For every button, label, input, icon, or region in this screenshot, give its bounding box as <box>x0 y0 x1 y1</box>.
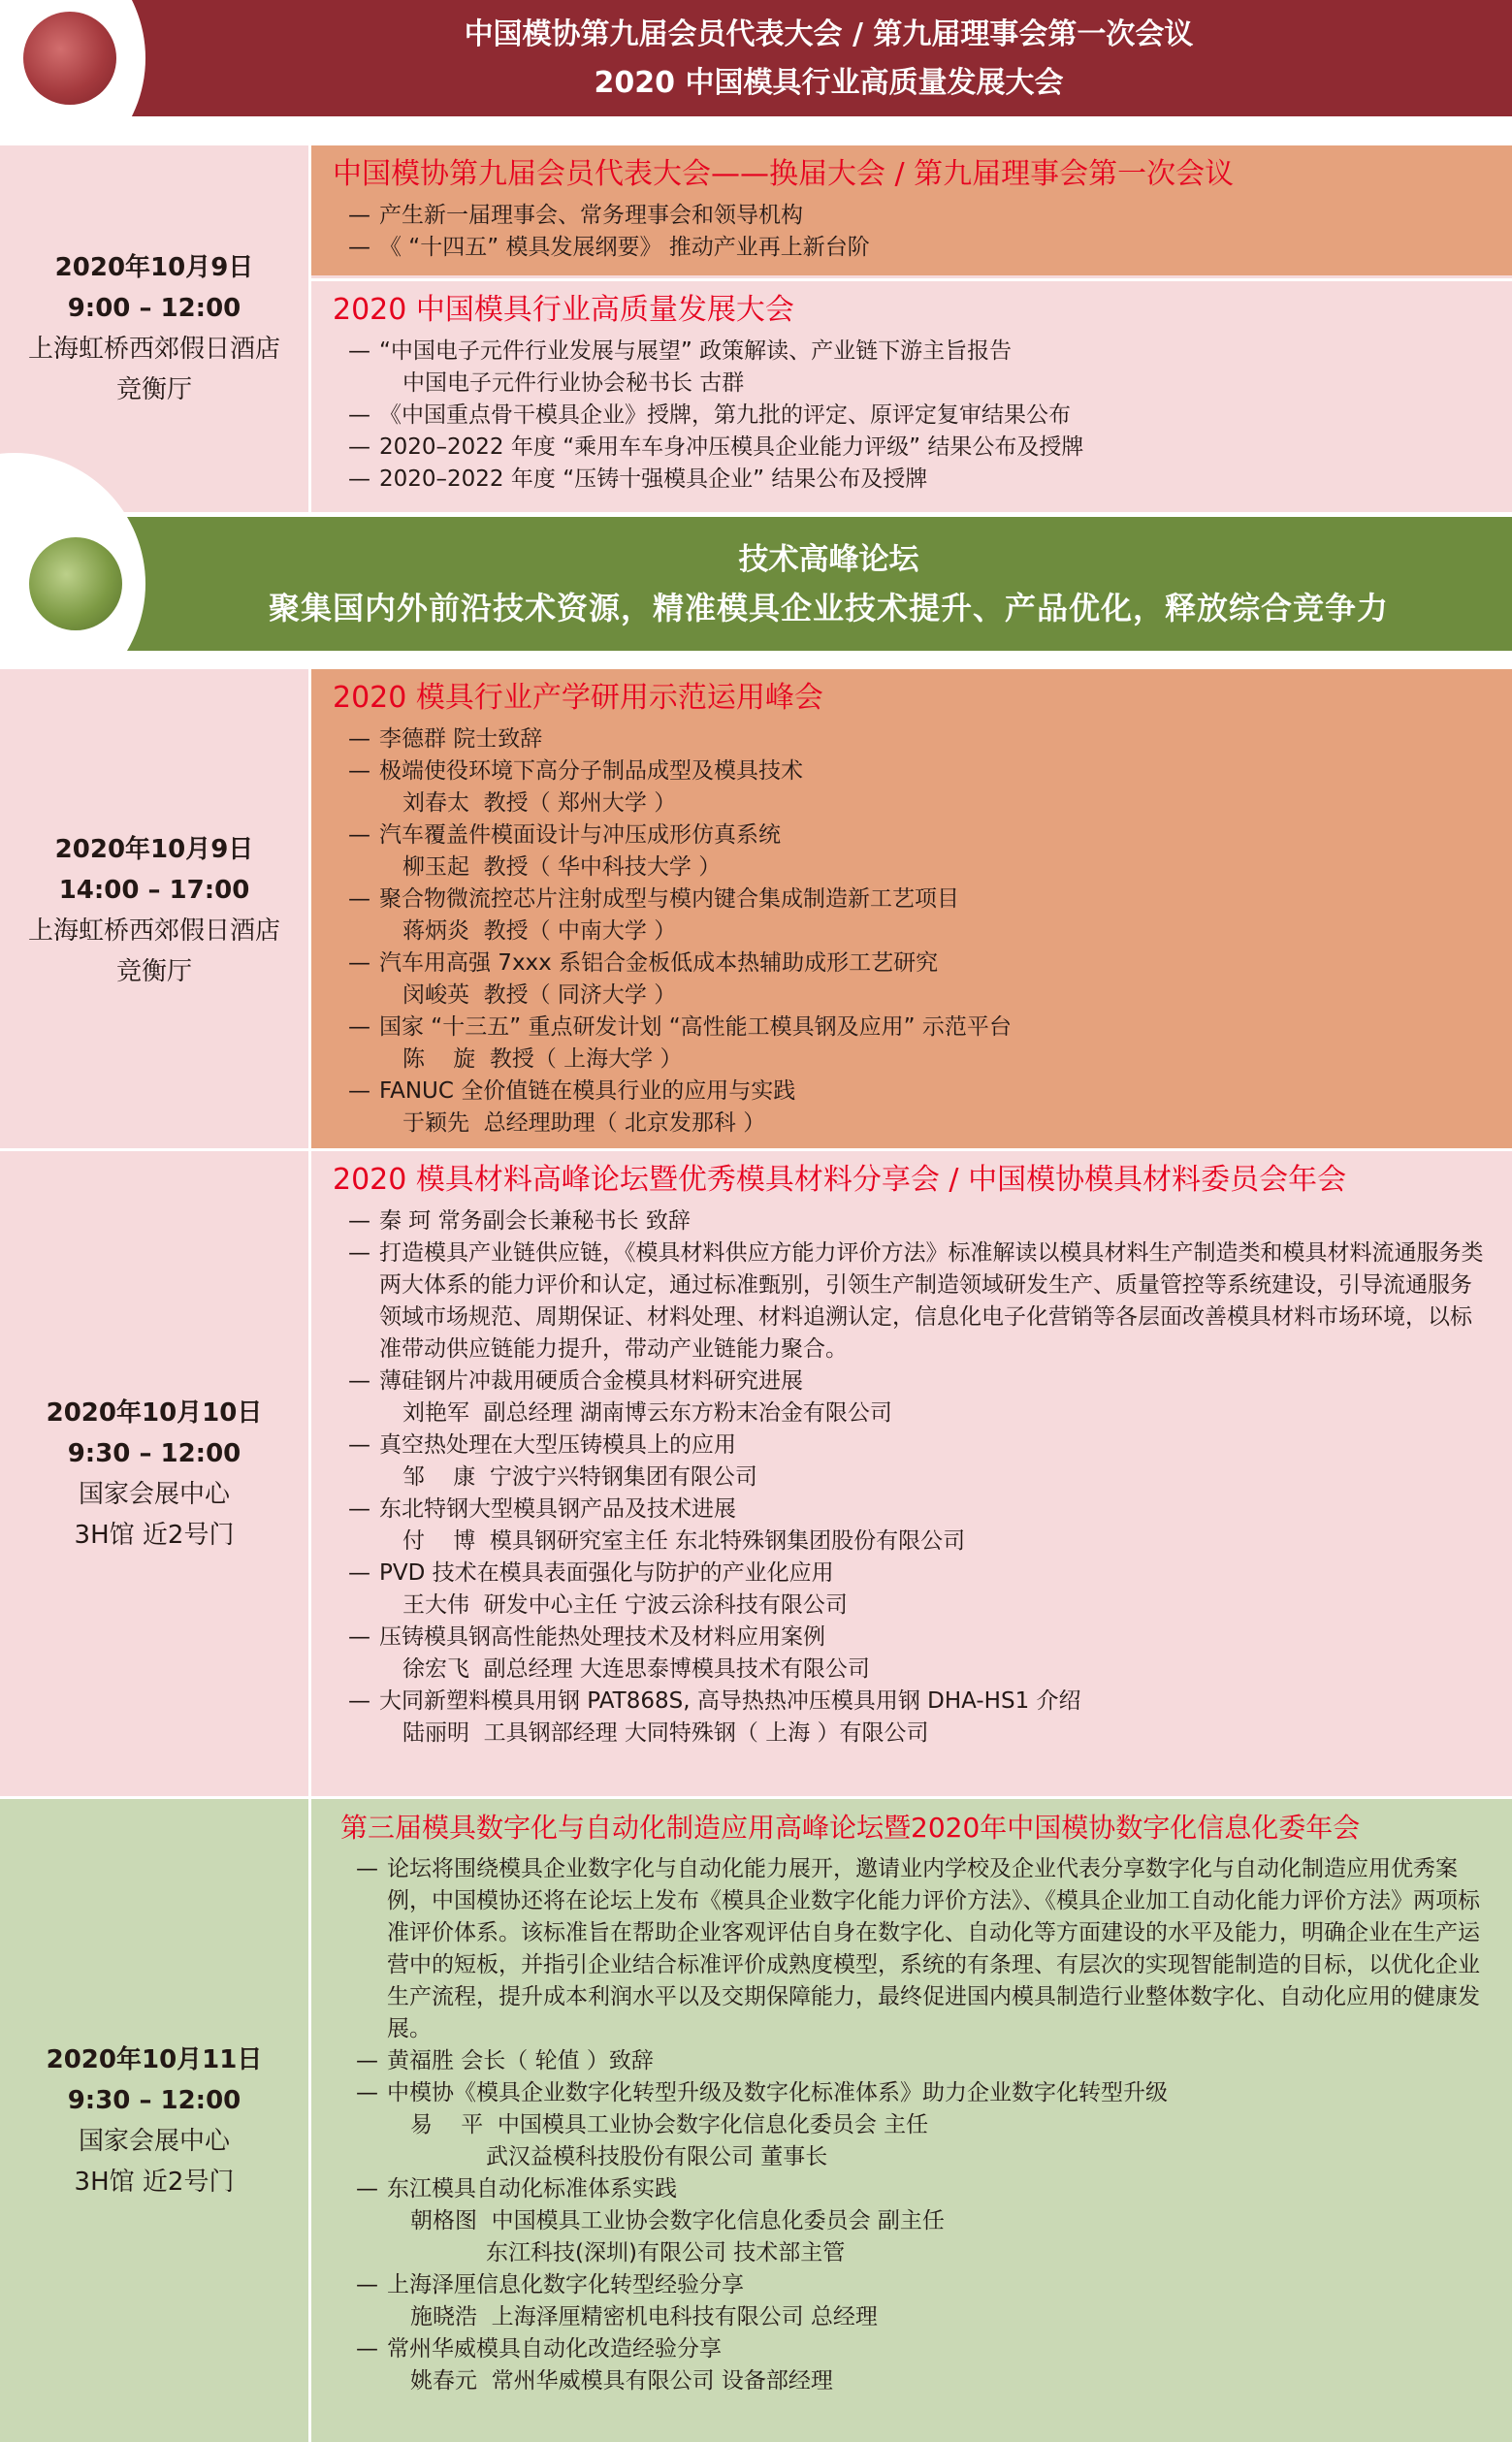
schedule-cell <box>0 1799 311 2442</box>
agenda-title: 中国模协第九届会员代表大会——换届大会 / 第九届理事会第一次会议 <box>333 157 1235 191</box>
session-venue: 上海虹桥西郊假日酒店 <box>27 916 280 946</box>
agenda-item: — 汽车覆盖件模面设计与冲压成形仿真系统 <box>348 822 781 848</box>
agenda-item: — 秦 珂 常务副会长兼秘书长 致辞 <box>348 1208 691 1234</box>
session-time: 9:30 – 12:00 <box>67 2085 241 2115</box>
agenda-speaker: 中国电子元件行业协会秘书长 古群 <box>402 370 745 396</box>
agenda-item: — 极端使役环境下高分子制品成型及模具技术 <box>348 758 803 784</box>
schedule-cell <box>0 1151 311 1796</box>
agenda-item: — 产生新一届理事会、常务理事会和领导机构 <box>348 203 803 228</box>
agenda-item: — 东北特钢大型模具钢产品及技术进展 <box>348 1496 736 1522</box>
agenda-item: — 压铸模具钢高性能热处理技术及材料应用案例 <box>348 1624 825 1650</box>
agenda-item: — 常州华威模具自动化改造经验分享 <box>356 2336 722 2362</box>
agenda-title: 2020 模具材料高峰论坛暨优秀模具材料分享会 / 中国模协模具材料委员会年会 <box>333 1163 1347 1197</box>
section-congress <box>0 143 1512 512</box>
session-date: 2020年10月9日 <box>54 253 254 282</box>
session-date: 2020年10月10日 <box>46 1398 263 1428</box>
header-banner-congress <box>0 0 1512 116</box>
banner-title-line1: 中国模协第九届会员代表大会 / 第九届理事会第一次会议 <box>464 17 1194 51</box>
agenda-speaker: 陆丽明 工具钢部经理 大同特殊钢（ 上海 ）有限公司 <box>402 1720 929 1746</box>
agenda-speaker: 徐宏飞 副总经理 大连思泰博模具技术有限公司 <box>402 1656 870 1682</box>
banner-title-line2: 聚集国内外前沿技术资源，精准模具企业技术提升、产品优化，释放综合竞争力 <box>268 590 1389 627</box>
agenda-speaker: 于颖先 总经理助理（ 北京发那科 ） <box>402 1110 766 1136</box>
agenda-item: — 汽车用高强 7xxx 系铝合金板低成本热辅助成形工艺研究 <box>348 950 939 976</box>
session-room: 竞衡厅 <box>115 956 192 986</box>
agenda-item: — 论坛将围绕模具企业数字化与自动化能力展开，邀请业内学校及企业代表分享数字化与自动化制造应用优秀案例，中国模协还将在论坛上发布《模具企业数字化能力评价方法》、《模具企业加工自动化能力评价方法》两项标准评价体系。该标准旨在帮助企业客观评估自身在数字化、自动化等方面建设的水平及能力，明确企业在生产运营中的短板，并指引企业结合标准评价成熟度模型，系统的有条理、有层次的实现智能制造的目标，以优化企业生产流程，提升成本利润水平以及交期保障能力，最终促进国内模具制造行业整体数字化、自动化应用的健康发展。 <box>356 1856 1480 2041</box>
agenda-item: — 真空热处理在大型压铸模具上的应用 <box>348 1432 736 1458</box>
agenda-speaker: 武汉益模科技股份有限公司 董事长 <box>486 2144 828 2169</box>
agenda-item: — 国家 “十三五” 重点研发计划 “高性能工模具钢及应用” 示范平台 <box>348 1014 1012 1040</box>
agenda-item: — 《中国重点骨干模具企业》授牌，第九批的评定、原评定复审结果公布 <box>348 402 1071 428</box>
session-date: 2020年10月11日 <box>46 2044 263 2074</box>
session-venue: 国家会展中心 <box>78 1479 230 1509</box>
agenda-item: — 上海泽厘信息化数字化转型经验分享 <box>356 2272 744 2297</box>
agenda-block <box>311 1799 1512 2442</box>
agenda-speaker: 姚春元 常州华威模具有限公司 设备部经理 <box>410 2368 833 2394</box>
session-time: 9:00 – 12:00 <box>67 294 241 323</box>
agenda-speaker: 刘艳军 副总经理 湖南博云东方粉末冶金有限公司 <box>402 1400 892 1426</box>
agenda-block <box>311 669 1512 1151</box>
agenda-speaker: 刘春太 教授（ 郑州大学 ） <box>402 790 677 816</box>
agenda-item: — 东江模具自动化标准体系实践 <box>356 2176 677 2201</box>
banner-sphere-icon <box>29 537 122 630</box>
agenda-item: — 大同新塑料模具用钢 PAT868S, 高导热热冲压模具用钢 DHA-HS1 介绍 <box>348 1688 1081 1714</box>
session-content <box>311 669 1512 1151</box>
agenda-title: 第三届模具数字化与自动化制造应用高峰论坛暨2020年中国模协数字化信息化委年会 <box>340 1812 1361 1844</box>
banner-sphere-icon <box>23 12 116 105</box>
agenda-item: — “中国电子元件行业发展与展望” 政策解读、产业链下游主旨报告 <box>348 338 1013 364</box>
banner-title-line2: 2020 中国模具行业高质量发展大会 <box>594 66 1064 100</box>
agenda-block <box>311 1151 1512 1796</box>
agenda-speaker: 付 博 模具钢研究室主任 东北特殊钢集团股份有限公司 <box>402 1528 966 1554</box>
session-time: 14:00 – 17:00 <box>58 875 250 905</box>
section-industry-summit <box>0 666 1512 1151</box>
agenda-speaker: 朝格图 中国模具工业协会数字化信息化委员会 副主任 <box>410 2208 945 2233</box>
agenda-speaker: 东江科技(深圳)有限公司 技术部主管 <box>486 2240 846 2265</box>
session-venue: 国家会展中心 <box>78 2126 230 2156</box>
session-content <box>311 1151 1512 1796</box>
section-materials-forum <box>0 1148 1512 1796</box>
agenda-item: — PVD 技术在模具表面强化与防护的产业化应用 <box>348 1560 834 1586</box>
agenda-speaker: 施晓浩 上海泽厘精密机电科技有限公司 总经理 <box>410 2304 878 2330</box>
banner-title-line1: 技术高峰论坛 <box>738 542 919 577</box>
agenda-item: — 聚合物微流控芯片注射成型与模内键合集成制造新工艺项目 <box>348 886 959 912</box>
session-room: 竞衡厅 <box>115 375 192 404</box>
agenda-speaker: 王大伟 研发中心主任 宁波云涂科技有限公司 <box>402 1592 848 1618</box>
agenda-title: 2020 模具行业产学研用示范运用峰会 <box>333 681 823 715</box>
agenda-item: — FANUC 全价值链在模具行业的应用与实践 <box>348 1078 796 1104</box>
session-content <box>311 1799 1512 2442</box>
agenda-speaker: 蒋炳炎 教授（ 中南大学 ） <box>402 918 677 944</box>
header-banner-forum <box>0 517 1512 651</box>
agenda-speaker: 柳玉起 教授（ 华中科技大学 ） <box>402 854 722 880</box>
agenda-item: — 打造模具产业链供应链，《模具材料供应方能力评价方法》标准解读以模具材料生产制造类和模具材料流通服务类两大体系的能力评价和认定，通过标准甄别，引领生产制造领域研发生产、质量管控等系统建设，引导流通服务领域市场规范、周期保证、材料处理、材料追溯认定，信息化电子化营销等各层面改善模具材料市场环境，以标准带动供应链能力提升，带动产业链能力聚合。 <box>348 1240 1484 1362</box>
agenda-speaker: 邹 康 宁波宁兴特钢集团有限公司 <box>402 1464 757 1490</box>
agenda-item: — 李德群 院士致辞 <box>348 726 543 752</box>
session-room: 3H馆 近2号门 <box>74 2167 235 2197</box>
session-content <box>311 145 1512 512</box>
agenda-item: — 黄福胜 会长（ 轮值 ）致辞 <box>356 2048 654 2073</box>
agenda-speaker: 易 平 中国模具工业协会数字化信息化委员会 主任 <box>410 2112 929 2137</box>
agenda-block-development <box>311 278 1512 512</box>
agenda-item: — 2020–2022 年度 “压铸十强模具企业” 结果公布及授牌 <box>348 466 928 492</box>
session-time: 9:30 – 12:00 <box>67 1438 241 1468</box>
schedule-cell <box>0 669 311 1151</box>
agenda-item: — 《 “十四五” 模具发展纲要》 推动产业再上新台阶 <box>348 235 870 260</box>
session-venue: 上海虹桥西郊假日酒店 <box>27 335 280 364</box>
session-date: 2020年10月9日 <box>54 834 254 864</box>
agenda-title: 2020 中国模具行业高质量发展大会 <box>333 293 794 327</box>
session-room: 3H馆 近2号门 <box>74 1520 235 1550</box>
agenda-block-election <box>311 145 1512 275</box>
agenda-item: — 中模协《模具企业数字化转型升级及数字化标准体系》助力企业数字化转型升级 <box>356 2080 1168 2105</box>
agenda-item: — 2020–2022 年度 “乘用车车身冲压模具企业能力评级” 结果公布及授牌 <box>348 434 1084 460</box>
agenda-speaker: 陈 旋 教授（ 上海大学 ） <box>402 1046 683 1072</box>
agenda-item: — 薄硅钢片冲裁用硬质合金模具材料研究进展 <box>348 1368 803 1394</box>
agenda-speaker: 闵峻英 教授（ 同济大学 ） <box>402 982 677 1008</box>
section-digital-forum <box>0 1796 1512 2442</box>
